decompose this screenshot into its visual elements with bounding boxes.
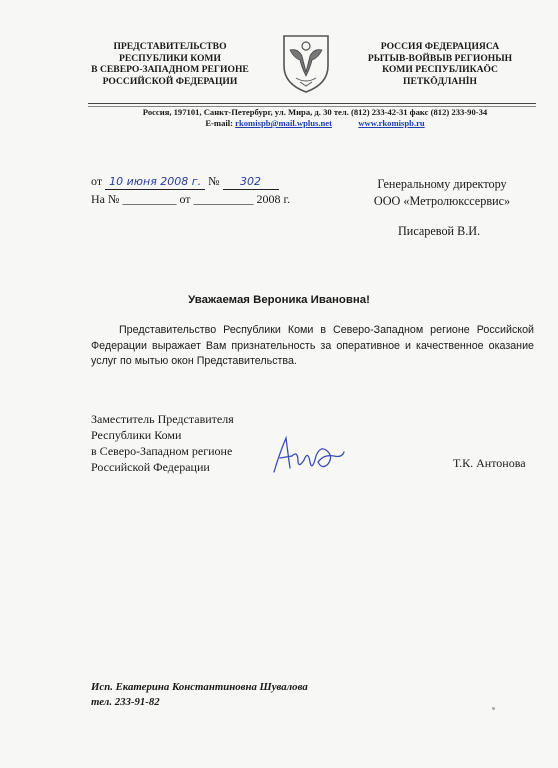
- signatory-title-line: в Северо-Западном регионе: [91, 444, 233, 458]
- letter-body: Представительство Республики Коми в Северо-Западном регионе Российской Федерации выражает Вам признательность за оперативное и качественное оказание услуг по мытью окон Представительства.: [91, 324, 534, 367]
- number-prefix: №: [205, 174, 223, 188]
- executor-phone: тел. 233-91-82: [91, 696, 160, 708]
- header-left-line: РЕСПУБЛИКИ КОМИ: [119, 52, 221, 64]
- header-right-line: РОССИЯ ФЕДЕРАЦИЯСА: [380, 41, 500, 52]
- recipient-block: [352, 176, 532, 210]
- header-right-line: РЫТЫВ-ВОЙВЫВ РЕГИОНЫН: [367, 52, 513, 64]
- executor-name: Исп. Екатерина Константиновна Шувалова: [91, 681, 308, 693]
- signer-name: Т.К. Антонова: [453, 456, 526, 470]
- header-left-line: ПРЕДСТАВИТЕЛЬСТВО: [113, 41, 227, 52]
- executor-block: [91, 680, 308, 710]
- signatory-title: [91, 411, 234, 475]
- header-right-block: [350, 41, 530, 87]
- email-link[interactable]: rkomispb@mail.wplus.net: [235, 118, 332, 128]
- header-right-line: КОМИ РЕСПУБЛИКАÖС: [382, 64, 498, 75]
- handwritten-number: 302: [240, 175, 262, 188]
- contacts-line: [85, 118, 545, 128]
- email-label: E-mail:: [205, 118, 236, 128]
- from-prefix: от: [91, 174, 106, 188]
- handwritten-signature: [268, 432, 348, 480]
- greeting: Уважаемая Вероника Ивановна!: [188, 294, 370, 306]
- header-right-line: ПЕТКÖДЛАНİН: [402, 75, 477, 87]
- recipient-line: ООО «Метролюкссервис»: [373, 194, 511, 208]
- header-left-line: РОССИЙСКОЙ ФЕДЕРАЦИИ: [102, 75, 238, 87]
- address-line: Россия, 197101, Санкт-Петербург, ул. Мира, д. 30 тел. (812) 233-42-31 факс (812) 233-90-34: [142, 107, 488, 117]
- scan-speck: [492, 707, 495, 710]
- recipient-line: Генеральному директору: [377, 177, 507, 191]
- signatory-title-line: Российской Федерации: [91, 460, 210, 474]
- outgoing-reference: [91, 174, 279, 190]
- signatory-title-line: Республики Коми: [91, 428, 182, 442]
- signatory-title-line: Заместитель Представителя: [91, 412, 234, 426]
- handwritten-date: 10 июня 2008 г.: [109, 175, 202, 188]
- website-link[interactable]: www.rkomispb.ru: [358, 118, 425, 128]
- header-left-block: [70, 41, 270, 87]
- header-left-line: В СЕВЕРО-ЗАПАДНОМ РЕГИОНЕ: [91, 64, 249, 75]
- header-divider: [88, 103, 536, 104]
- incoming-reference: На № _________ от __________ 2008 г.: [91, 192, 291, 206]
- recipient-name: Писаревой В.И.: [398, 224, 481, 238]
- komi-emblem-icon: [280, 32, 332, 94]
